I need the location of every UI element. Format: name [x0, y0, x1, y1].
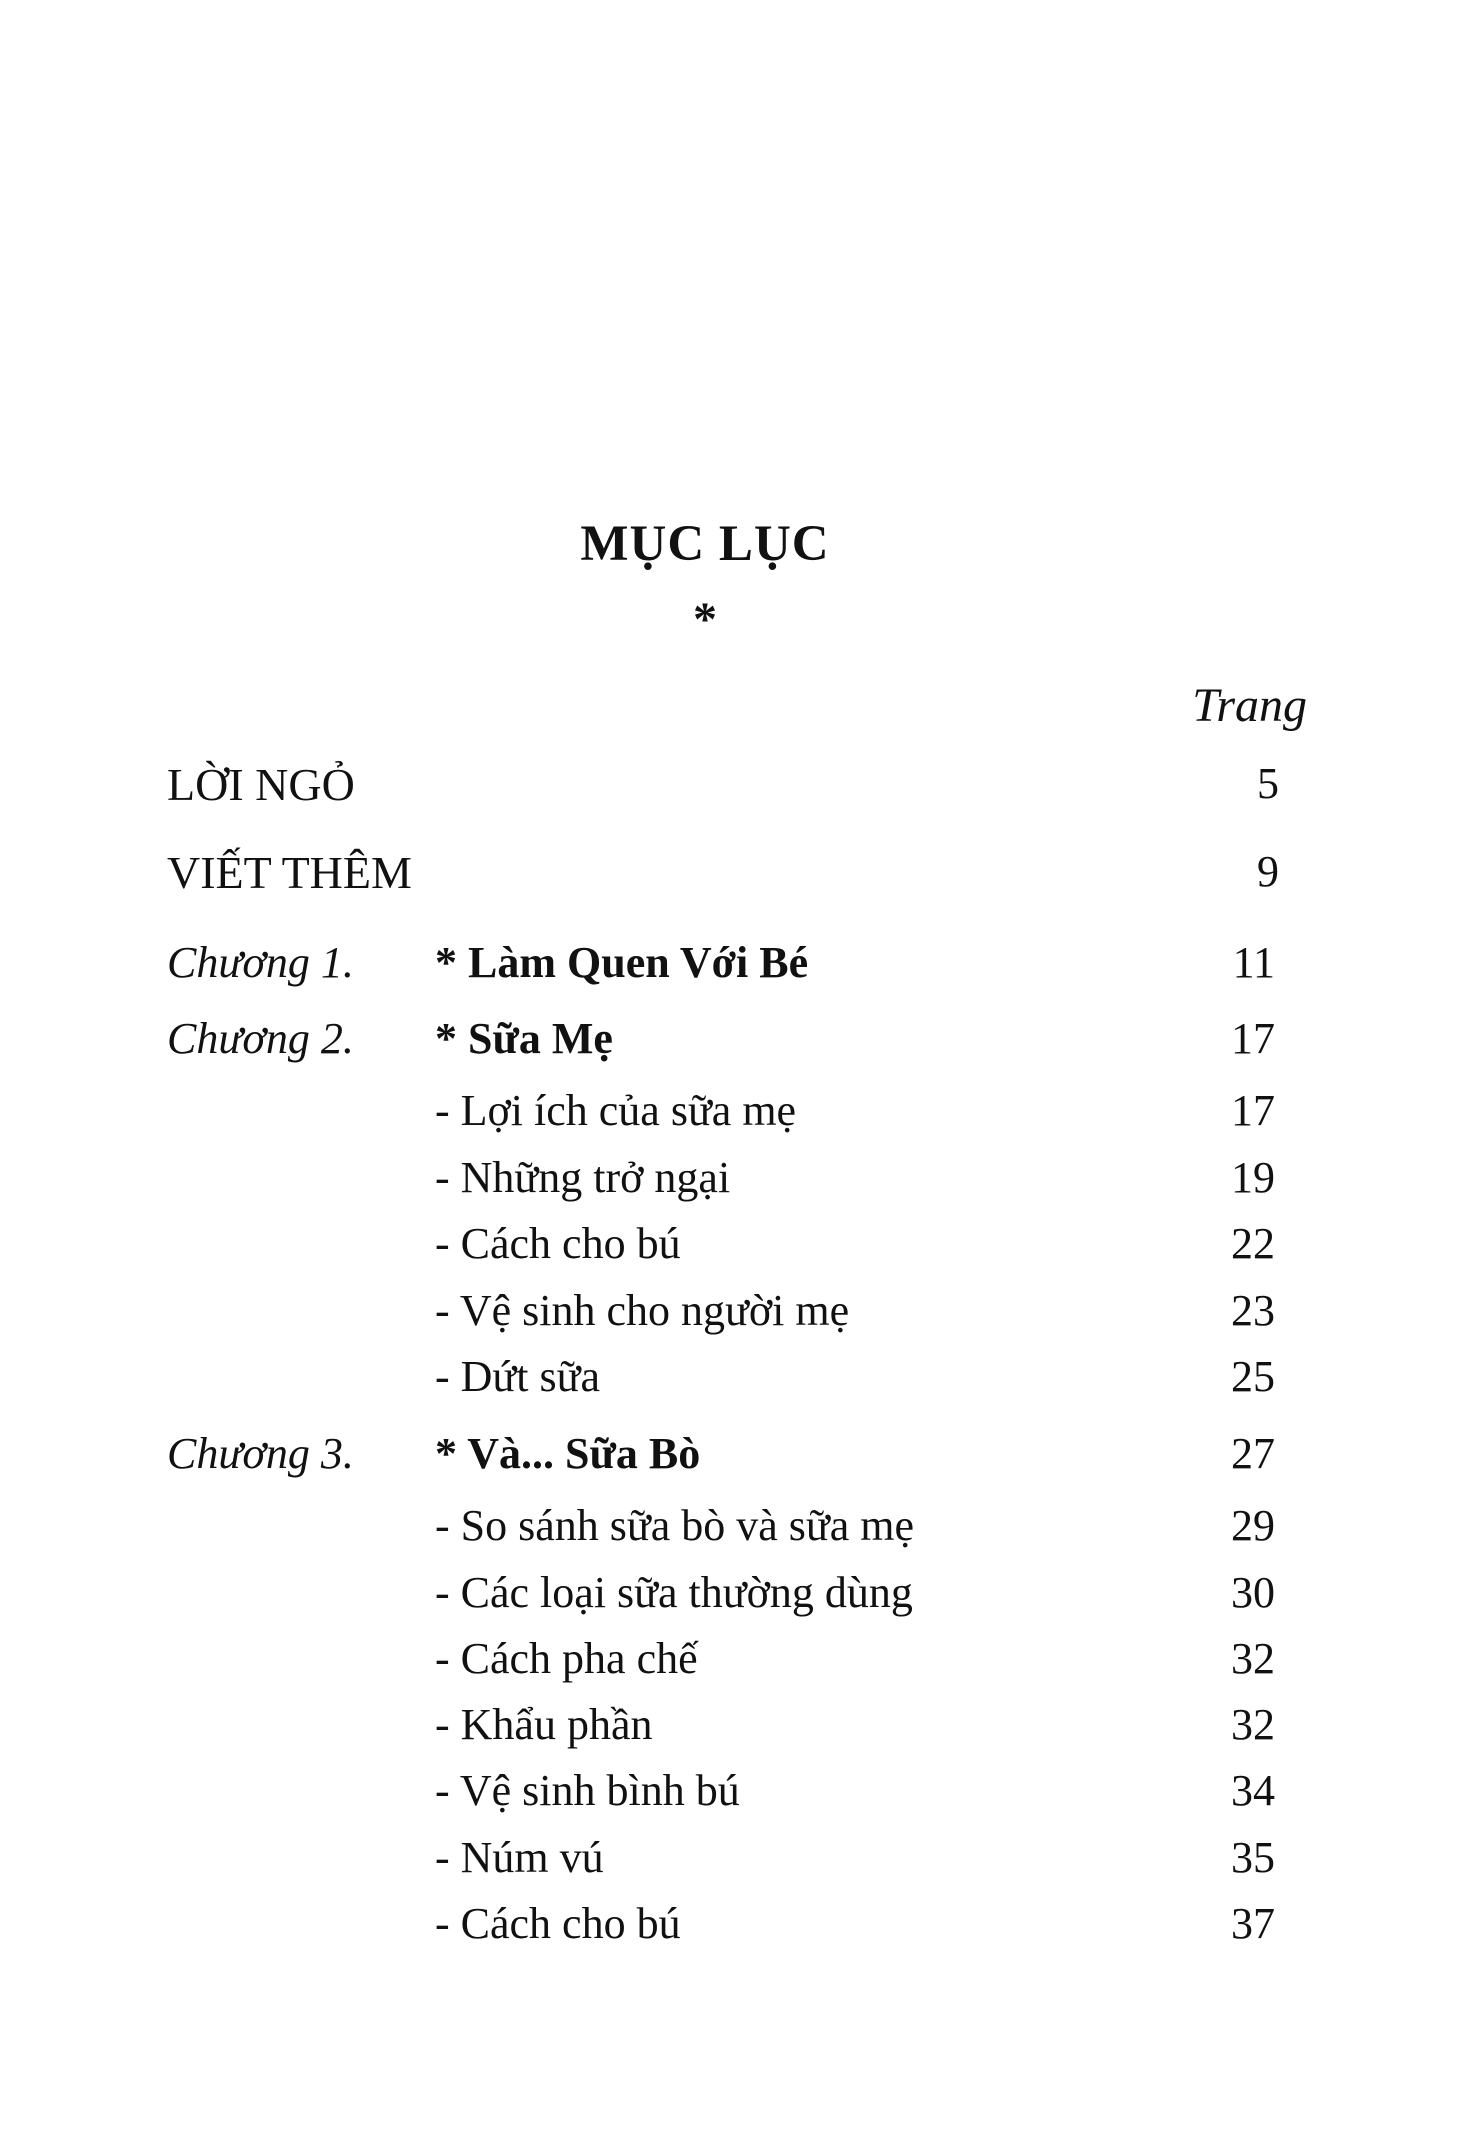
- toc-entry-page: 30: [1231, 1568, 1275, 1617]
- page-title: MỤC LỤC: [580, 516, 830, 572]
- toc-entry: [0, 1699, 1472, 1759]
- toc-section-title: - Vệ sinh cho người mẹ: [435, 1286, 850, 1335]
- toc-entry: [0, 1633, 1472, 1693]
- toc-section-title: - Cách cho bú: [435, 1899, 681, 1948]
- toc-entry: [0, 1428, 1472, 1488]
- toc-section-title: - Các loại sữa thường dùng: [435, 1568, 913, 1617]
- toc-entry: [0, 1218, 1472, 1278]
- toc-entry: [0, 1765, 1472, 1825]
- toc-section-title: - Dứt sữa: [435, 1352, 600, 1401]
- toc-entry-page: 11: [1232, 938, 1275, 987]
- toc-entry-page: 32: [1231, 1700, 1275, 1749]
- toc-chapter-label: Chương 2.: [167, 1014, 354, 1063]
- title-ornament: *: [693, 593, 717, 646]
- toc-section-title: - Núm vú: [435, 1833, 604, 1882]
- toc-section-title: - Vệ sinh bình bú: [435, 1766, 740, 1815]
- toc-entry-page: 17: [1231, 1014, 1275, 1063]
- toc-entry: [0, 1832, 1472, 1892]
- toc-chapter-title: * Sữa Mẹ: [435, 1014, 613, 1063]
- toc-entry: [0, 1500, 1472, 1560]
- toc-entry-page: 29: [1231, 1501, 1275, 1550]
- toc-chapter-title: * Làm Quen Với Bé: [435, 938, 809, 987]
- toc-entry: [0, 937, 1472, 997]
- toc-entry-page: 9: [1257, 847, 1279, 896]
- toc-entry: [0, 1285, 1472, 1345]
- toc-section-title: - Lợi ích của sữa mẹ: [435, 1086, 797, 1135]
- toc-entry: [0, 846, 1472, 906]
- toc-chapter-label: Chương 3.: [167, 1429, 354, 1478]
- toc-section-title: - Những trở ngại: [435, 1153, 731, 1202]
- toc-section-title: - So sánh sữa bò và sữa mẹ: [435, 1501, 915, 1550]
- toc-entry: [0, 1152, 1472, 1212]
- toc-entry-label: LỜI NGỎ: [167, 759, 355, 810]
- toc-entry: [0, 758, 1472, 818]
- toc-entry-page: 23: [1231, 1286, 1275, 1335]
- toc-entry-page: 5: [1257, 759, 1279, 808]
- toc-entry-page: 37: [1231, 1899, 1275, 1948]
- toc-chapter-label: Chương 1.: [167, 938, 354, 987]
- toc-entry-page: 19: [1231, 1153, 1275, 1202]
- toc-entry: [0, 1013, 1472, 1073]
- toc-entry: [0, 1085, 1472, 1145]
- toc-entry-page: 27: [1231, 1429, 1275, 1478]
- toc-entry-page: 34: [1231, 1766, 1275, 1815]
- toc-section-title: - Cách pha chế: [435, 1634, 698, 1683]
- toc-entry-page: 25: [1231, 1352, 1275, 1401]
- toc-entry: [0, 1351, 1472, 1411]
- toc-entry: [0, 1567, 1472, 1627]
- toc-entry-page: 35: [1231, 1833, 1275, 1882]
- toc-section-title: - Khẩu phần: [435, 1700, 653, 1749]
- page-column-header: Trang: [1192, 679, 1307, 732]
- toc-entry: [0, 1898, 1472, 1958]
- toc-entry-label: VIẾT THÊM: [167, 847, 412, 898]
- toc-chapter-title: * Và... Sữa Bò: [435, 1429, 701, 1478]
- toc-entry-page: 17: [1231, 1086, 1275, 1135]
- toc-entry-page: 22: [1231, 1219, 1275, 1268]
- toc-entry-page: 32: [1231, 1634, 1275, 1683]
- toc-section-title: - Cách cho bú: [435, 1219, 681, 1268]
